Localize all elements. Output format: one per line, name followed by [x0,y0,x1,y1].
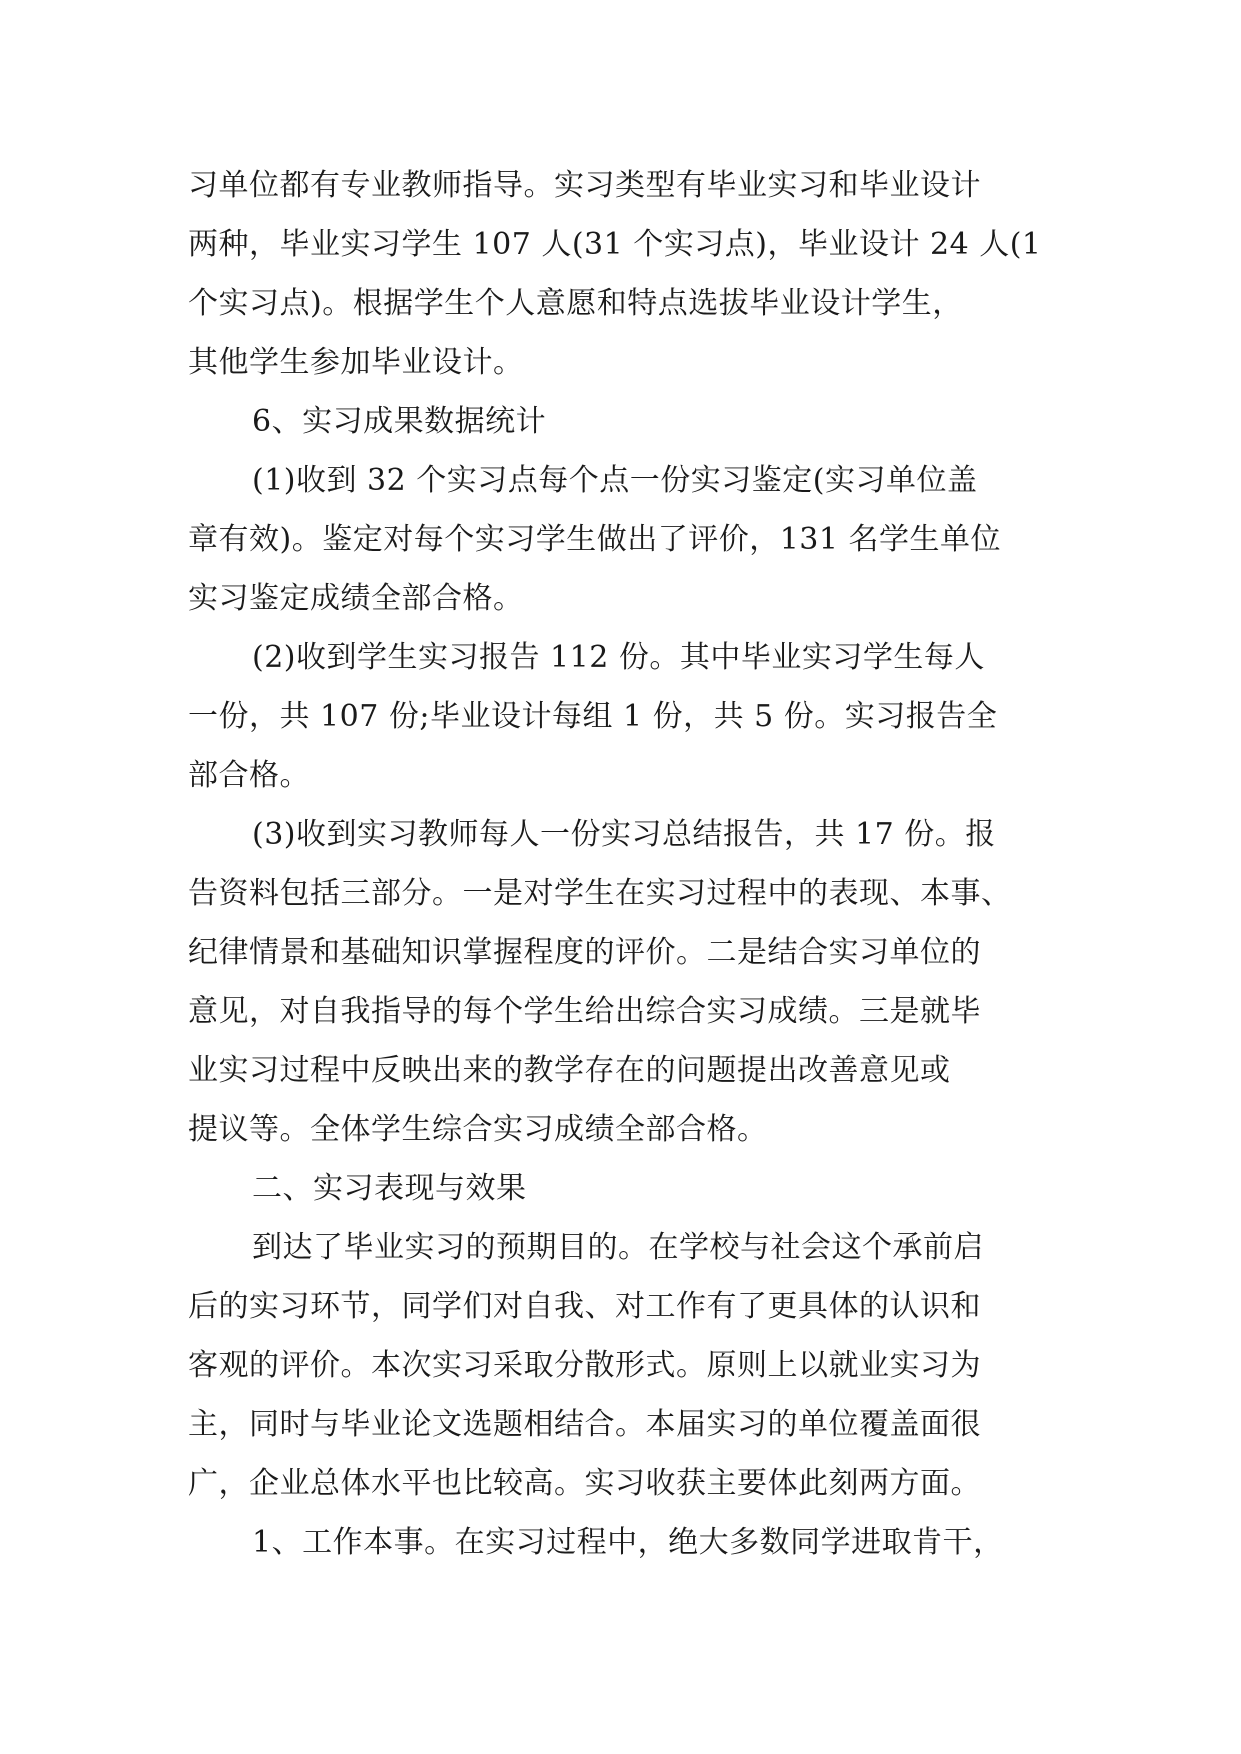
text-line-4: 其他学生参加毕业设计。 [188,345,524,380]
text-line-23: 广，企业总体水平也比较高。实习收获主要体此刻两方面。 [188,1466,981,1501]
text-line-8: 实习鉴定成绩全部合格。 [188,581,524,616]
text-line-14: 纪律情景和基础知识掌握程度的评价。二是结合实习单位的 [188,935,981,970]
text-line-12: (3)收到实习教师每人一份实习总结报告，共 17 份。报 [252,817,996,852]
text-line-9: (2)收到学生实习报告 112 份。其中毕业实习学生每人 [252,640,985,675]
text-line-11: 部合格。 [188,758,310,793]
text-line-17: 提议等。全体学生综合实习成绩全部合格。 [188,1112,768,1147]
text-line-6: (1)收到 32 个实习点每个点一份实习鉴定(实习单位盖 [252,463,978,498]
text-line-10: 一份，共 107 份;毕业设计每组 1 份，共 5 份。实习报告全 [188,699,998,734]
text-line-20: 后的实习环节，同学们对自我、对工作有了更具体的认识和 [188,1289,981,1324]
text-line-24: 1、工作本事。在实习过程中，绝大多数同学进取肯干， [252,1525,1004,1560]
text-line-3: 个实习点)。根据学生个人意愿和特点选拔毕业设计学生， [188,286,963,321]
text-line-21: 客观的评价。本次实习采取分散形式。原则上以就业实习为 [188,1348,981,1383]
text-line-22: 主，同时与毕业论文选题相结合。本届实习的单位覆盖面很 [188,1407,981,1442]
document-body [188,156,1073,1572]
section-heading-performance: 二、实习表现与效果 [252,1171,527,1206]
text-line-15: 意见，对自我指导的每个学生给出综合实习成绩。三是就毕 [188,994,981,1029]
text-line-2: 两种，毕业实习学生 107 人(31 个实习点)，毕业设计 24 人(1 [188,227,1042,262]
text-line-1: 习单位都有专业教师指导。实习类型有毕业实习和毕业设计 [188,168,981,203]
text-line-19: 到达了毕业实习的预期目的。在学校与社会这个承前启 [252,1230,984,1265]
text-line-13: 告资料包括三部分。一是对学生在实习过程中的表现、本事、 [188,876,1012,911]
text-line-7: 章有效)。鉴定对每个实习学生做出了评价，131 名学生单位 [188,522,1002,557]
section-heading-stats: 6、实习成果数据统计 [252,404,547,439]
text-line-16: 业实习过程中反映出来的教学存在的问题提出改善意见或 [188,1053,951,1088]
